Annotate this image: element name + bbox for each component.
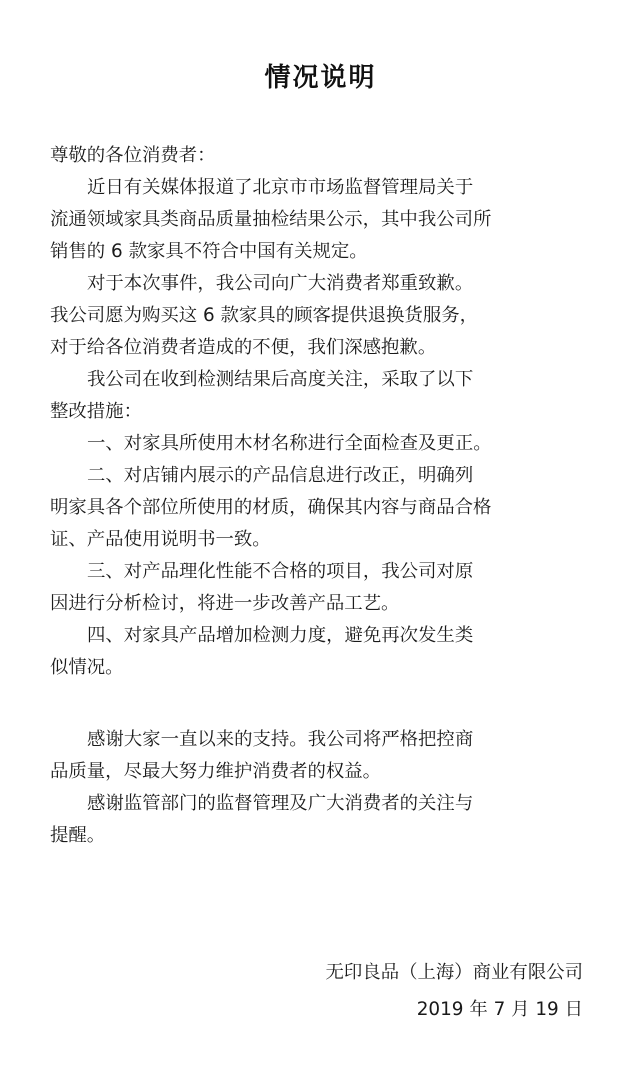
text-line: 四、对家具产品增加检测力度，避免再次发生类 xyxy=(87,625,474,646)
measure-item-1 xyxy=(50,428,598,460)
text-line: 三、对产品理化性能不合格的项目，我公司对原 xyxy=(87,561,474,582)
text-line: 我公司愿为购买这 6 款家具的顾客提供退换货服务， xyxy=(50,305,478,326)
text-line: 二、对店铺内展示的产品信息进行改正，明确列 xyxy=(87,465,474,486)
text-line: 提醒。 xyxy=(50,825,106,846)
text-line: 我公司在收到检测结果后高度关注，采取了以下 xyxy=(87,369,474,390)
greeting: 尊敬的各位消费者： xyxy=(50,145,216,166)
paragraph-measures-intro xyxy=(50,364,598,428)
measure-item-3 xyxy=(50,556,598,620)
text-line: 整改措施： xyxy=(50,401,142,422)
text-line: 明家具各个部位所使用的材质，确保其内容与商品合格 xyxy=(50,497,492,518)
text-line: 对于给各位消费者造成的不便，我们深感抱歉。 xyxy=(50,337,437,358)
signature-date: 2019 年 7 月 19 日 xyxy=(416,999,583,1020)
text-line: 感谢大家一直以来的支持。我公司将严格把控商 xyxy=(87,729,474,750)
signature-company: 无印良品（上海）商业有限公司 xyxy=(325,962,583,983)
measure-item-4 xyxy=(50,620,598,684)
measure-item-2 xyxy=(50,460,598,556)
text-line: 似情况。 xyxy=(50,657,124,678)
text-line: 近日有关媒体报道了北京市市场监督管理局关于 xyxy=(87,177,474,198)
paragraph-apology xyxy=(50,268,598,364)
text-line: 品质量，尽最大努力维护消费者的权益。 xyxy=(50,761,382,782)
paragraph-report xyxy=(50,172,598,268)
text-line: 流通领域家具类商品质量抽检结果公示，其中我公司所 xyxy=(50,209,492,230)
paragraph-thanks-support xyxy=(50,724,598,788)
paragraph-thanks-regulators xyxy=(50,788,598,852)
document-body xyxy=(50,140,598,852)
text-line: 对于本次事件，我公司向广大消费者郑重致歉。 xyxy=(87,273,474,294)
text-line: 证、产品使用说明书一致。 xyxy=(50,529,271,550)
text-line: 因进行分析检讨，将进一步改善产品工艺。 xyxy=(50,593,400,614)
text-line: 一、对家具所使用木材名称进行全面检查及更正。 xyxy=(87,433,492,454)
text-line: 销售的 6 款家具不符合中国有关规定。 xyxy=(50,241,368,262)
document-title: 情况说明 xyxy=(264,63,377,93)
text-line: 感谢监管部门的监督管理及广大消费者的关注与 xyxy=(87,793,474,814)
